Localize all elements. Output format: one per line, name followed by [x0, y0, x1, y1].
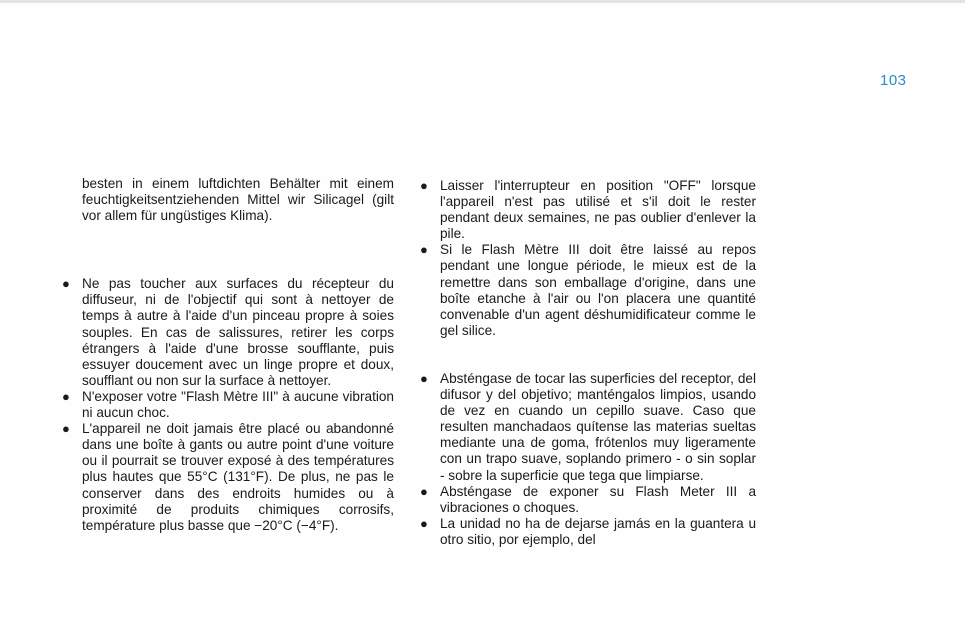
list-item-french-no-vibration [62, 389, 394, 421]
list-item-text: L'appareil ne doit jamais être placé ou abandonné dans une boîte à gants ou autre point d'une voiture ou il pourrait se trouver exposé à des températures plus hautes que 55°C (131°F). De plus, ne pas le conserver dans des endroits humides ou à proximité de produits chimiques corrosifs, température plus basse que −20°C (−4°F). [82, 421, 394, 533]
bullet-icon: ● [420, 242, 428, 258]
list-item-text: Laisser l'interrupteur en position "OFF" lorsque l'appareil n'est pas utilisé et s'il doit le rester pendant deux semaines, ne pas oublier d'enlever la pile. [440, 178, 756, 242]
bullet-icon: ● [420, 483, 428, 499]
list-item-text: Absténgase de tocar las superficies del receptor, del difusor y del objetivo; manténgalos limpios, usando de vez en cuando un cepillo suave. Caso que resulten manchadaos quítense las materias sueltas mediante una de goma, frótenlos muy ligeramente con un trapo suave, soplando primero - o sin soplar - sobre la superficie que tega que limpiarse. [440, 370, 756, 483]
bullet-icon: ● [420, 178, 428, 193]
bullet-icon: ● [420, 370, 428, 386]
bullet-icon: ● [62, 421, 70, 437]
right-column [420, 178, 756, 548]
list-item-spanish-no-touch [420, 371, 756, 484]
list-item-text: N'exposer votre "Flash Mètre III" à aucune vibration ni aucun choc. [82, 388, 394, 421]
list-item-text: Absténgase de exponer su Flash Meter III a vibraciones o choques. [440, 483, 756, 515]
list-item-french-storage [420, 242, 756, 339]
paragraph-gap [62, 224, 394, 276]
list-item-spanish-no-vibration [420, 484, 756, 516]
page-top-edge [0, 0, 965, 3]
list-item-french-no-touch [62, 276, 394, 389]
bullet-icon: ● [420, 515, 428, 531]
german-intro-paragraph: besten in einem luftdichten Behälter mit einem feuchtigkeitsentziehenden Mittel wir Silicagel (gilt vor allem für ungüstiges Klima). [82, 176, 394, 224]
list-item-text: Si le Flash Mètre III doit être laissé au repos pendant une longue période, le mieux est de la remettre dans son emballage d'origine, dans une boîte etanche à l'air ou l'on placera une quantité convenable d'un agent déshumidificateur comme le gel silice. [440, 242, 756, 338]
paragraph-gap [420, 339, 756, 371]
list-item-text: La unidad no ha de dejarse jamás en la guantera u otro sitio, por ejemplo, del [440, 515, 756, 547]
list-item-french-temperature [62, 421, 394, 534]
list-item-spanish-glovebox [420, 516, 756, 548]
left-column [62, 176, 394, 534]
list-item-text: Ne pas toucher aux surfaces du récepteur du diffuseur, ni de l'objectif qui sont à nettoyer de temps à autre à l'aide d'un pinceau propre à soies souples. En cas de salissures, retirer les corps étrangers à l'aide d'une brosse soufflante, puis essuyer doucement avec un linge propre et doux, soufflant ou non sur la surface à nettoyer. [82, 276, 394, 388]
bullet-icon: ● [62, 388, 70, 404]
page-number: 103 [880, 72, 907, 89]
bullet-icon: ● [62, 276, 70, 292]
list-item-french-switch-off [420, 178, 756, 242]
